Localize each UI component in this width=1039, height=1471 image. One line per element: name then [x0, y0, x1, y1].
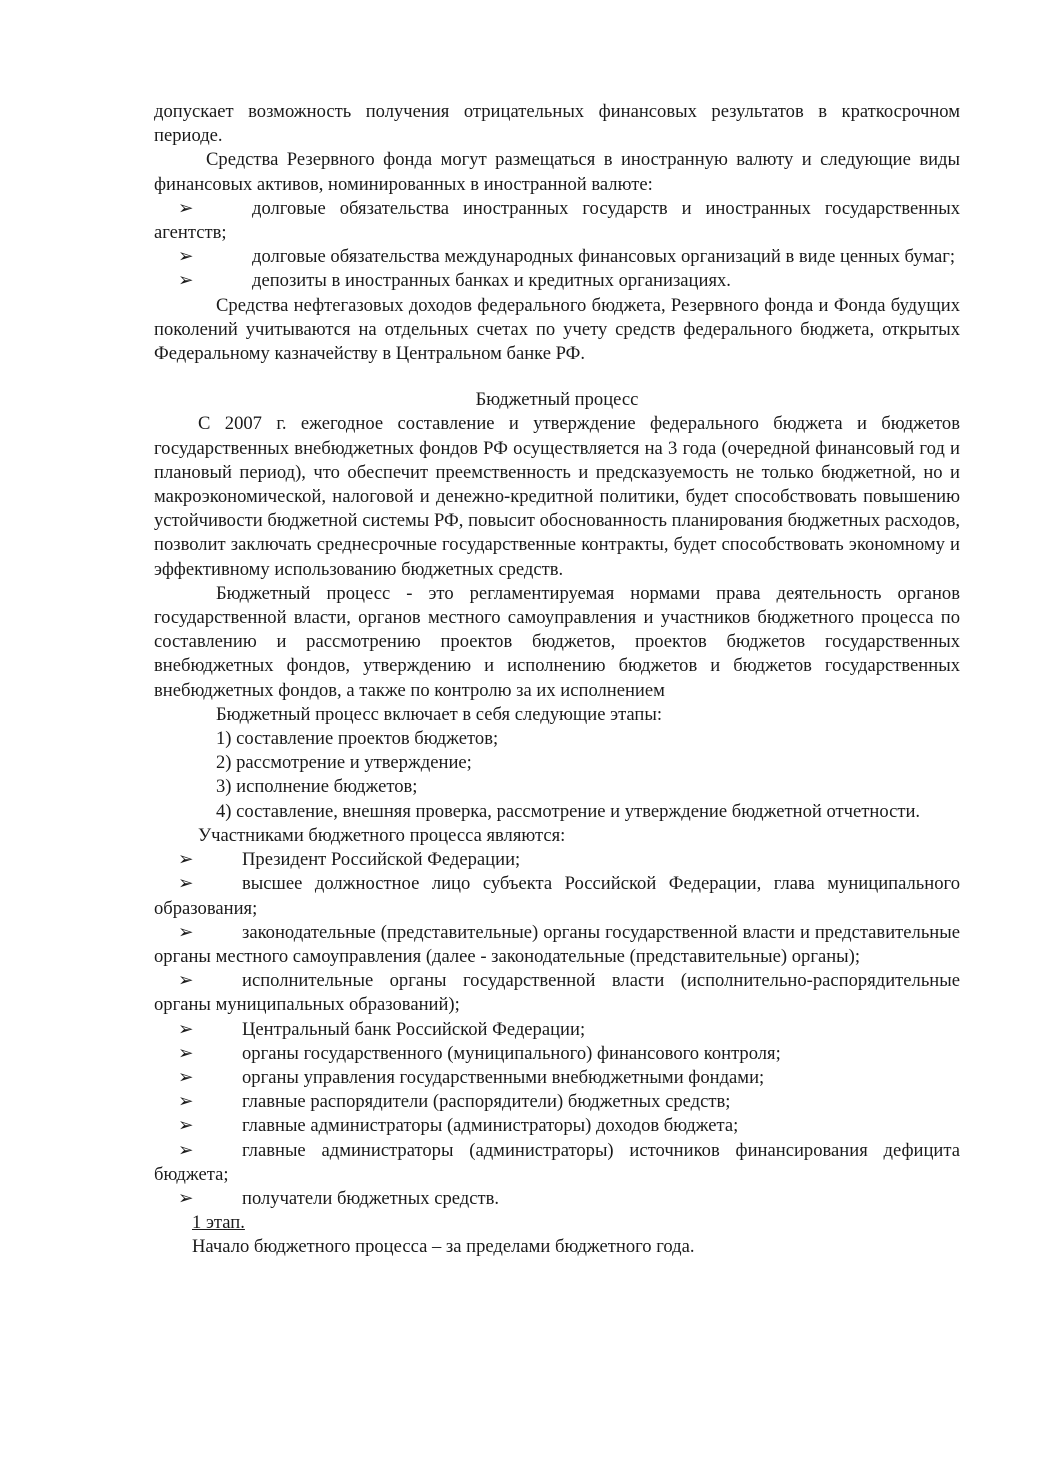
list-item-text: органы управления государственными внебюджетными фондами;: [242, 1066, 765, 1088]
arrow-bullet-icon: ➢: [178, 1042, 194, 1064]
paragraph-stages-intro: Бюджетный процесс включает в себя следующие этапы:: [216, 703, 663, 725]
list-item-text: законодательные (представительные) органы государственной власти и представительные органы местного самоуправления (далее - законодательные (представительные) органы);: [154, 921, 960, 967]
document-page: [154, 100, 960, 1260]
arrow-bullet-icon: ➢: [178, 849, 194, 871]
list-item: [154, 1042, 960, 1066]
paragraph-2007-budget: С 2007 г. ежегодное составление и утверждение федерального бюджета и бюджетов государственных внебюджетных фондов РФ осуществляется на 3 года (очередной финансовый год и плановый период), что обеспечит преемственность и предсказуемость не только бюджетной, но и макроэкономической, налоговой и денежно-кредитной политики, будет способствовать повышению устойчивости бюджетной системы РФ, повысит обоснованность планирования бюджетных расходов, позволит заключать среднесрочные государственные контракты, будет способствовать экономному и эффективному использованию бюджетных средств.: [154, 413, 960, 580]
list-item: 4) составление, внешняя проверка, рассмотрение и утверждение бюджетной отчетности.: [216, 800, 921, 822]
list-item: [154, 269, 960, 293]
list-item: [154, 969, 960, 1017]
list-item: [154, 1114, 960, 1138]
list-item: [154, 1018, 960, 1042]
arrow-bullet-icon: ➢: [178, 970, 194, 992]
list-item: 2) рассмотрение и утверждение;: [216, 752, 472, 774]
stage-label-text: 1 этап.: [192, 1212, 245, 1234]
arrow-bullet-icon: ➢: [178, 270, 194, 292]
arrow-bullet-icon: ➢: [178, 1115, 194, 1137]
list-item: 1) составление проектов бюджетов;: [216, 728, 499, 750]
list-item: [154, 848, 960, 872]
arrow-bullet-icon: ➢: [178, 1139, 194, 1161]
paragraph-oil-gas-revenues: Средства нефтегазовых доходов федерального бюджета, Резервного фонда и Фонда будущих поколений учитываются на отдельных счетах по учету средств федерального бюджета, открытых Федеральному казначейству в Центральном банке РФ.: [154, 294, 960, 365]
list-item: [154, 921, 960, 969]
list-item: [154, 1139, 960, 1187]
arrow-bullet-icon: ➢: [178, 921, 194, 943]
asset-list: [154, 197, 960, 294]
list-item: [154, 1066, 960, 1090]
list-item: [154, 245, 960, 269]
stage-list: [154, 727, 960, 824]
paragraph-participants-intro: Участниками бюджетного процесса являются:: [198, 824, 566, 846]
list-item-text: Центральный банк Российской Федерации;: [242, 1018, 586, 1040]
arrow-bullet-icon: ➢: [178, 197, 194, 219]
list-item-text: исполнительные органы государственной власти (исполнительно-распорядительные органы муниципальных образований);: [154, 970, 960, 1016]
section-heading: Бюджетный процесс: [475, 389, 639, 411]
paragraph-reserve-fund-placement: Средства Резервного фонда могут размещаться в иностранную валюту и следующие виды финансовых активов, номинированных в иностранной валюте:: [154, 149, 960, 195]
arrow-bullet-icon: ➢: [178, 1091, 194, 1113]
list-item-text: высшее должностное лицо субъекта Российской Федерации, глава муниципального образования;: [154, 873, 960, 919]
stage-label: [154, 1211, 960, 1235]
paragraph-process-start: Начало бюджетного процесса – за пределами бюджетного года.: [192, 1236, 695, 1258]
list-item-text: получатели бюджетных средств.: [242, 1187, 500, 1209]
list-item: 3) исполнение бюджетов;: [216, 776, 418, 798]
arrow-bullet-icon: ➢: [178, 1187, 194, 1209]
participant-list: [154, 848, 960, 1211]
arrow-bullet-icon: ➢: [178, 246, 194, 268]
list-item-text: органы государственного (муниципального) финансового контроля;: [242, 1042, 781, 1064]
list-item-text: Президент Российской Федерации;: [242, 849, 521, 871]
list-item: [154, 872, 960, 920]
list-item: [154, 197, 960, 245]
list-item: [154, 1090, 960, 1114]
list-item-text: главные администраторы (администраторы) доходов бюджета;: [242, 1115, 739, 1137]
spacer: [154, 366, 960, 388]
arrow-bullet-icon: ➢: [178, 1018, 194, 1040]
list-item-text: долговые обязательства иностранных государств и иностранных государственных агентств;: [154, 197, 960, 244]
list-item: [154, 1187, 960, 1211]
arrow-bullet-icon: ➢: [178, 1066, 194, 1088]
arrow-bullet-icon: ➢: [178, 873, 194, 895]
list-item-text: главные распорядители (распорядители) бюджетных средств;: [242, 1091, 731, 1113]
paragraph-budget-process-definition: Бюджетный процесс - это регламентируемая нормами права деятельность органов государственной власти, органов местного самоуправления и участников бюджетного процесса по составлению и рассмотрению проектов бюджетов, проектов бюджетов государственных внебюджетных фондов, утверждению и исполнению бюджетов и бюджетов государственных внебюджетных фондов, а также по контролю за их исполнением: [154, 582, 960, 701]
list-item-text: главные администраторы (администраторы) источников финансирования дефицита бюджета;: [154, 1139, 960, 1185]
list-item-text: долговые обязательства международных финансовых организаций в виде ценных бумаг;: [252, 246, 956, 268]
paragraph-short-term-results: допускает возможность получения отрицательных финансовых результатов в краткосрочном периоде.: [154, 101, 960, 147]
list-item-text: депозиты в иностранных банках и кредитных организациях.: [252, 270, 731, 292]
